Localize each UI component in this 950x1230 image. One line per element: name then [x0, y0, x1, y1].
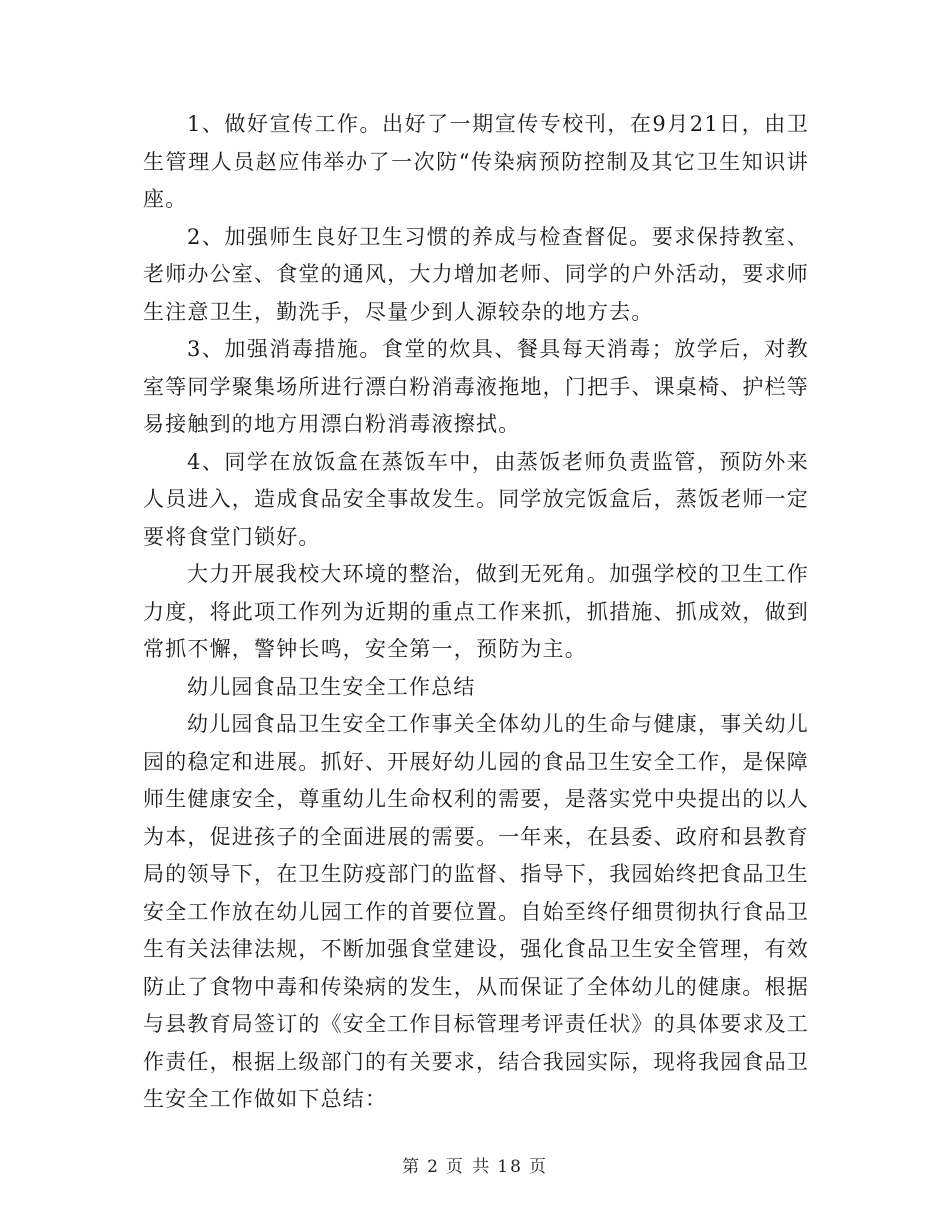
paragraph-lunchbox: 4、同学在放饭盒在蒸饭车中，由蒸饭老师负责监管，预防外来人员进入，造成食品安全事故发生。同学放完饭盒后，蒸饭老师一定要将食堂门锁好。 [143, 449, 809, 549]
paragraph-environment: 大力开展我校大环境的整治，做到无死角。加强学校的卫生工作力度，将此项工作列为近期的重点工作来抓，抓措施、抓成效，做到常抓不懈，警钟长鸣，安全第一，预防为主。 [143, 562, 809, 661]
paragraph-disinfection: 3、加强消毒措施。食堂的炊具、餐具每天消毒；放学后，对教室等同学聚集场所进行漂白粉消毒液拖地，门把手、课桌椅、护栏等易接触到的地方用漂白粉消毒液擦拭。 [143, 337, 809, 436]
footer-total-pages: 18 [497, 1157, 523, 1177]
paragraph-hygiene-habits: 2、加强师生良好卫生习惯的养成与检查督促。要求保持教室、老师办公室、食堂的通风，大力增加老师、同学的户外活动，要求师生注意卫生，勤洗手，尽量少到人源较杂的地方去。 [143, 224, 809, 324]
footer-current-page: 2 [427, 1157, 440, 1177]
footer-prefix: 第 [402, 1157, 422, 1177]
section-title: 幼儿园食品卫生安全工作总结 [187, 674, 476, 699]
section-body: 幼儿园食品卫生安全工作事关全体幼儿的生命与健康，事关幼儿园的稳定和进展。抓好、开展好幼儿园的食品卫生安全工作，是保障师生健康安全，尊重幼儿生命权利的需要，是落实党中央提出的以人为本，促进孩子的全面进展的需要。一年来，在县委、政府和县教育局的领导下，在卫生防疫部门的监督、指导下，我园始终把食品卫生安全工作放在幼儿园工作的首要位置。自始至终仔细贯彻执行食品卫生有关法律法规，不断加强食堂建设，强化食品卫生安全管理，有效防止了食物中毒和传染病的发生，从而保证了全体幼儿的健康。根据与县教育局签订的《安全工作目标管理考评责任状》的具体要求及工作责任，根据上级部门的有关要求，结合我园实际，现将我园食品卫生安全工作做如下总结： [143, 712, 809, 1111]
document-body [143, 106, 809, 1119]
footer-middle: 页 共 [445, 1157, 492, 1177]
footer-suffix: 页 [528, 1157, 548, 1177]
page-footer [0, 1152, 950, 1177]
paragraph-publicity: 1、做好宣传工作。出好了一期宣传专校刊，在9月21日，由卫生管理人员赵应伟举办了一次防“传染病预防控制及其它卫生知识讲座。 [143, 112, 809, 211]
